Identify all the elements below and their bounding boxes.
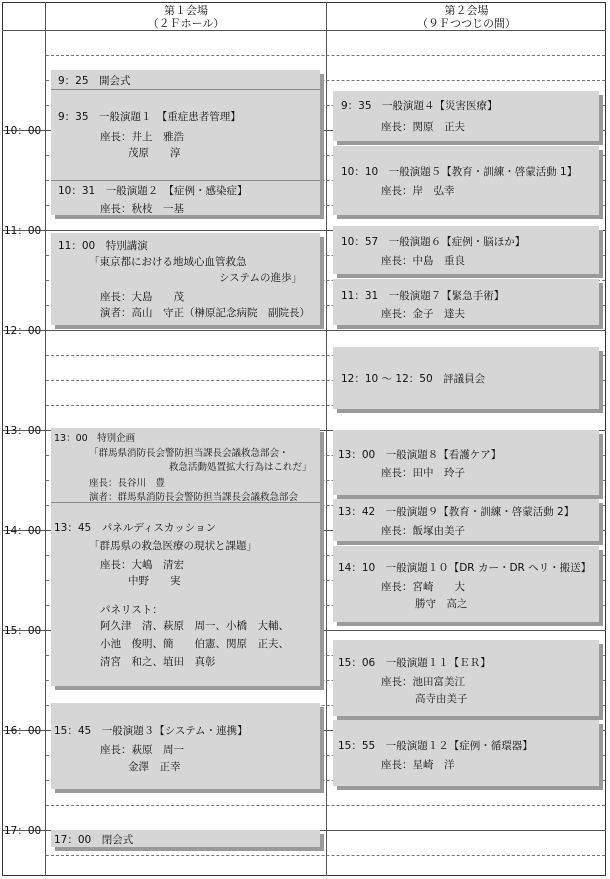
- session-subtitle: 「群馬県消防長会警防担当課長会議救急部会・: [89, 448, 289, 459]
- session-title: 10：57 一般演題６【症例・脳ほか】: [341, 236, 526, 248]
- session-title: 14：10 一般演題１０【DR カー・DR ヘリ・搬送】: [338, 562, 592, 574]
- session-chair: 座長：長谷川 豊: [89, 478, 166, 489]
- panelist-label: パネリスト：: [100, 604, 163, 616]
- room1-name: 第１会場: [164, 4, 208, 17]
- session-title: 15：45 一般演題３【システム・連携】: [54, 725, 248, 737]
- room2-session-4: [333, 91, 599, 141]
- session-title: 13：00 一般演題８【看護ケア】: [338, 449, 502, 461]
- session-chair: 座長：萩原 周一: [100, 744, 184, 756]
- session-subtitle: システムの進歩」: [219, 272, 302, 284]
- room1-session-3: [51, 703, 320, 789]
- panelist-list: 阿久津 清、萩原 周一、小橋 大輔、: [100, 620, 289, 632]
- session-speaker: 演者：群馬県消防長会警防担当課長会議救急部会: [89, 492, 299, 503]
- session-chair: 座長：大島 茂: [100, 291, 184, 303]
- room1-closing: [51, 830, 320, 847]
- session-title: 12：10 ～ 12：50 評議員会: [341, 373, 486, 385]
- session-subtitle: 救急活動処置拡大行為はこれだ」: [169, 462, 312, 473]
- session-chair: 座長：星崎 洋: [381, 759, 455, 771]
- room2-session-10: [333, 546, 599, 622]
- room2-header: [327, 4, 606, 30]
- closing-ceremony: 17：00 閉会式: [54, 834, 134, 846]
- session-chair: 座長：池田富美江: [381, 676, 465, 688]
- session-chair: 座長：田中 玲子: [381, 467, 465, 479]
- time-label: 13：00: [4, 425, 42, 437]
- session-title: 13：42 一般演題９【教育・訓練・啓蒙活動 2】: [338, 506, 575, 518]
- room2-session-11: [333, 640, 599, 716]
- hour-line: [2, 330, 606, 331]
- room2-session-7: [333, 279, 599, 325]
- room2-session-6: [333, 226, 599, 274]
- room2-location: （９Ｆつつじの間）: [417, 17, 516, 30]
- room2-session-12: [333, 720, 599, 786]
- session-chair: 高寺由美子: [415, 693, 468, 705]
- time-label: 10：00: [4, 125, 42, 137]
- room2-session-8: [333, 430, 599, 495]
- room1-afternoon-block: [51, 428, 320, 686]
- session-title: 9：35 一般演題４【災害医療】: [341, 100, 498, 112]
- time-column-divider: [45, 2, 46, 876]
- session-chair: 座長：金子 達夫: [381, 308, 465, 320]
- session-chair: 座長：宮崎 大: [381, 581, 465, 593]
- time-label: 14：00: [4, 525, 42, 537]
- room1-morning-block: [51, 70, 320, 215]
- time-label: 15：00: [4, 625, 42, 637]
- session-title: 13：00 特別企画: [54, 433, 136, 444]
- quarter-hour-gridline: [46, 55, 605, 56]
- quarter-hour-gridline: [46, 805, 605, 806]
- session-title: 10：10 一般演題５【教育・訓練・啓蒙活動 1】: [341, 166, 578, 178]
- session-chair: 座長：大嶋 清宏: [100, 559, 184, 571]
- room2-council-meeting: [333, 347, 599, 409]
- session-title: 10：31 一般演題２ 【症例・感染症】: [58, 185, 248, 197]
- session-title: 15：06 一般演題１１【ＥＲ】: [338, 657, 491, 669]
- session-title: 11：00 特別講演: [58, 240, 148, 252]
- room1-location: （２Ｆホール）: [147, 17, 225, 30]
- quarter-hour-gridline: [46, 855, 605, 856]
- session-title: 9：35 一般演題１ 【重症患者管理】: [58, 111, 241, 123]
- session-divider: [51, 89, 320, 90]
- session-chair: 座長：中島 重良: [381, 255, 465, 267]
- session-chair: 金澤 正幸: [128, 761, 181, 773]
- session-divider: [51, 502, 320, 503]
- room1-special-lecture: [51, 233, 320, 325]
- session-title: 13：45 パネルディスカッション: [54, 522, 217, 534]
- time-label: 16：00: [4, 725, 42, 737]
- room2-session-9: [333, 499, 599, 541]
- room2-session-5: [333, 146, 599, 215]
- time-label: 11：00: [4, 225, 42, 237]
- header-divider: [2, 30, 606, 31]
- panelist-list: 小池 俊明、簡 伯憲、関原 正夫、: [100, 638, 289, 650]
- session-chair: 座長：関原 正夫: [381, 121, 465, 133]
- session-chair: 座長：岸 弘幸: [381, 185, 455, 197]
- session-chair: 座長：秋枝 一基: [100, 203, 184, 215]
- session-subtitle: 「群馬県の救急医療の現状と課題」: [89, 540, 257, 552]
- session-chair: 中野 実: [128, 575, 181, 587]
- time-label: 12：00: [4, 325, 42, 337]
- session-chair: 茂原 淳: [128, 147, 181, 159]
- session-title: 11：31 一般演題７【緊急手術】: [341, 290, 505, 302]
- panelist-list: 清宮 和之、埴田 真彰: [100, 656, 216, 668]
- time-label: 17：00: [4, 825, 42, 837]
- session-chair: 座長：井上 雅浩: [100, 131, 184, 143]
- opening-ceremony: 9：25 開会式: [58, 75, 131, 87]
- room-column-divider: [326, 2, 327, 876]
- room1-header: [46, 4, 326, 30]
- session-subtitle: 「東京都における地域心血管救急: [89, 256, 247, 268]
- session-title: 15：55 一般演題１２【症例・循環器】: [338, 740, 533, 752]
- session-speaker: 演者：高山 守正（榊原記念病院 副院長）: [100, 307, 310, 319]
- session-chair: 座長：飯塚由美子: [381, 525, 465, 537]
- room2-name: 第２会場: [444, 4, 489, 17]
- session-divider: [51, 180, 320, 181]
- session-chair: 勝守 高之: [415, 598, 468, 610]
